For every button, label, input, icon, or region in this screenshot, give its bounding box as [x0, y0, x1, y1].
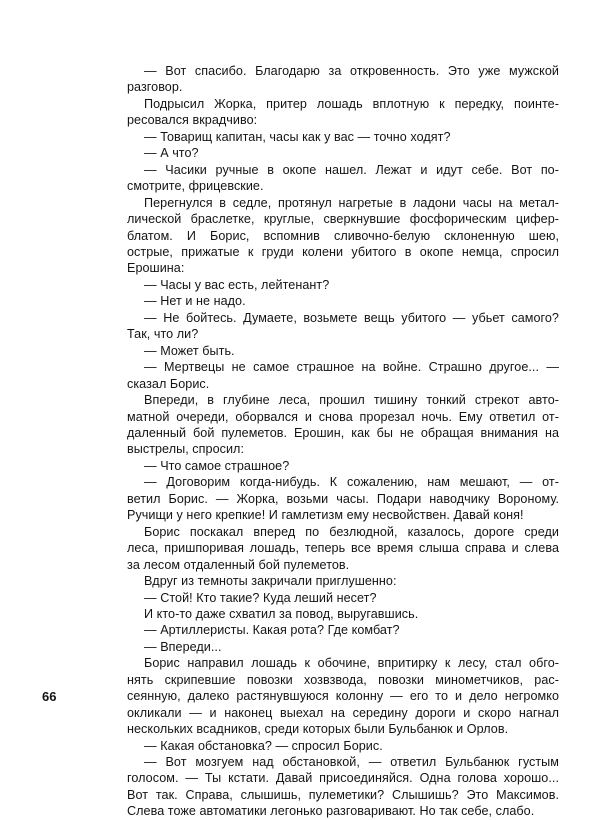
- text-line: леса, пришпоривая лошадь, теперь все время слыша справа и слева: [127, 541, 559, 556]
- paragraph: [127, 590, 559, 606]
- text-line: лической браслетке, круглые, сверкнувшие фосфорическим цифер-: [127, 212, 559, 227]
- paragraph: [127, 639, 559, 655]
- paragraph: [127, 622, 559, 638]
- text-line: голосом. — Ты кстати. Давай присоединяйся. Одна голова хорошо...: [127, 771, 559, 786]
- text-line: — Вот мозгуем над обстановкой, — ответил Бульбанюк густым: [144, 755, 559, 770]
- text-line: — Товарищ капитан, часы как у вас — точно ходят?: [144, 129, 451, 144]
- text-line: матной очереди, оборвался и снова прорезал ночь. Ему ответил от-: [127, 409, 559, 424]
- text-line: Так, что ли?: [127, 327, 199, 342]
- text-line: нять скрипевшие повозки хозвзвода, повозки минометчиков, рас-: [127, 672, 559, 687]
- paragraph: [127, 359, 559, 392]
- page-number: 66: [42, 689, 57, 704]
- text-line: Перегнулся в седле, протянул нагретые в ладони часы на метал-: [144, 195, 559, 210]
- text-line: Вдруг из темноты закричали приглушенно:: [144, 574, 397, 589]
- text-line: Борис поскакал вперед по безлюдной, казалось, дороге среди: [144, 524, 559, 539]
- text-line: — Впереди...: [144, 639, 222, 654]
- text-line: окликали — и наконец выехал на середину дороги и скоро нагнал: [127, 705, 559, 720]
- text-line: — Не бойтесь. Думаете, возьмете вещь убитого — убьет самого?: [144, 310, 559, 325]
- paragraph: [127, 343, 559, 359]
- paragraph: [127, 96, 559, 129]
- paragraph: [127, 754, 559, 820]
- paragraph: [127, 606, 559, 622]
- text-line: сеянную, далеко растянувшуюся колонну — его то и дело негромко: [127, 689, 559, 704]
- text-line: ресовался вкрадчиво:: [127, 113, 258, 128]
- text-line: Слева тоже автоматики легонько разговаривают. Но так себе, слабо.: [127, 804, 535, 819]
- paragraph: [127, 129, 559, 145]
- paragraph: [127, 474, 559, 523]
- text-line: Ерошина:: [127, 261, 185, 276]
- paragraph: [127, 277, 559, 293]
- text-line: острые, прижатые к груди колени убитого в окопе немца, спросил: [127, 244, 559, 259]
- paragraph: [127, 573, 559, 589]
- text-line: Впереди, в глубине леса, прошил тишину тонкий стрекот авто-: [144, 393, 559, 408]
- text-line: — А что?: [144, 146, 199, 161]
- paragraph: [127, 392, 559, 458]
- paragraph: [127, 738, 559, 754]
- text-line: блатом. И Борис, вспомнив сливочно-белую склоненную шею,: [127, 228, 559, 243]
- text-line: нескольких всадников, среди которых были Бульбанюк и Орлов.: [127, 722, 509, 737]
- page-body-text: [127, 63, 559, 820]
- text-line: даленный бой пулеметов. Ерошин, как бы не обращая внимания на: [127, 425, 559, 440]
- text-line: — Вот спасибо. Благодарю за откровенность. Это уже мужской: [144, 64, 559, 78]
- paragraph: [127, 458, 559, 474]
- paragraph: [127, 655, 559, 737]
- text-line: — Может быть.: [144, 343, 235, 358]
- paragraph: [127, 162, 559, 195]
- text-line: — Какая обстановка? — спросил Борис.: [144, 738, 383, 753]
- text-line: Борис направил лошадь к обочине, впритирку к лесу, стал обго-: [144, 656, 559, 671]
- text-line: ветил Борис. — Жорка, возьми часы. Подари наводчику Вороному.: [127, 491, 559, 506]
- text-line: за лесом отдаленный бой пулеметов.: [127, 557, 350, 572]
- paragraph: [127, 310, 559, 343]
- text-line: Вот так. Справа, слышишь, пулеметики? Слышишь? Это Максимов.: [127, 787, 559, 802]
- text-line: — Артиллеристы. Какая рота? Где комбат?: [144, 623, 400, 638]
- text-line: разговор.: [127, 80, 183, 95]
- text-line: выстрелы, спросил:: [127, 442, 244, 457]
- paragraph: [127, 524, 559, 573]
- paragraph: [127, 63, 559, 96]
- text-line: — Стой! Кто такие? Куда леший несет?: [144, 590, 377, 605]
- text-line: — Мертвецы не самое страшное на войне. Страшно другое... —: [144, 360, 559, 375]
- paragraph: [127, 195, 559, 277]
- paragraph: [127, 293, 559, 309]
- text-line: — Нет и не надо.: [144, 294, 246, 309]
- text-line: — Договорим когда-нибудь. К сожалению, нам мешают, — от-: [144, 475, 559, 490]
- text-line: смотрите, фрицевские.: [127, 179, 264, 194]
- paragraph: [127, 145, 559, 161]
- text-line: — Что самое страшное?: [144, 458, 290, 473]
- text-line: — Часики ручные в окопе нашел. Лежат и идут себе. Вот по-: [144, 162, 559, 177]
- text-line: Ручищи у него крепкие! И гамлетизм ему несвойствен. Давай коня!: [127, 508, 524, 523]
- text-line: И кто-то даже схватил за повод, выругавшись.: [144, 606, 419, 621]
- text-line: — Часы у вас есть, лейтенант?: [144, 277, 330, 292]
- text-line: сказал Борис.: [127, 376, 210, 391]
- text-line: Подрысил Жорка, притер лошадь вплотную к передку, поинте-: [144, 96, 559, 111]
